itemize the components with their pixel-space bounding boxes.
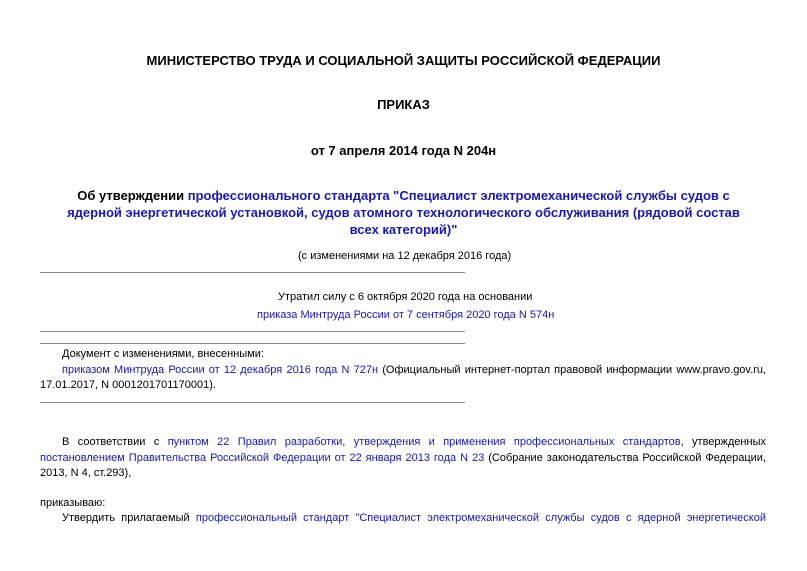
government-decree-link[interactable]: постановлением Правительства Российской Федерации от 22 января 2013 года N 23 [40,452,485,464]
doc-type-heading: ПРИКАЗ [377,97,430,112]
changes-intro: Документ с изменениями, внесенными: [62,348,264,360]
ministry-heading: МИНИСТЕРСТВО ТРУДА И СОЦИАЛЬНОЙ ЗАЩИТЫ РОССИЙСКОЙ ФЕДЕРАЦИИ [146,53,661,68]
rules-point-22-link[interactable]: пунктом 22 Правил разработки, утверждения и применения профессиональных стандартов [167,436,681,448]
title-prefix: Об утверждении [77,188,188,203]
professional-standard-link[interactable]: профессиональный стандарт "Специалист электромеханической службы судов с ядерной энергетической [195,512,766,524]
date-number-heading: от 7 апреля 2014 года N 204н [310,143,497,158]
divider [40,402,465,403]
divider [40,343,465,344]
basis-start: В соответствии с [62,436,160,448]
divider [40,272,465,273]
basis-line-2 [40,450,766,466]
changes-source: (Официальный интернет-портал правовой информации www.pravo.gov.ru, [382,364,767,376]
approve-line [62,510,766,526]
approve-start: Утвердить прилагаемый [62,512,190,524]
basis-source: (Собрание законодательства Российской Федерации, [488,452,766,464]
expired-order-link[interactable]: приказа Минтруда России от 7 сентября 2020 года N 574н [257,309,555,321]
amendments-note: (с изменениями на 12 декабря 2016 года) [298,250,512,262]
changes-line-1 [62,362,766,378]
document-title [0,187,807,238]
expired-text: Утратил силу с 6 октября 2020 года на основании [278,291,533,303]
title-line-2[interactable]: ядерной энергетической установкой, судов атомного технологического обслуживания (рядовой состав [67,205,740,220]
changes-order-link[interactable]: приказом Минтруда России от 12 декабря 2016 года N 727н [62,364,379,376]
basis-line-3: 2013, N 4, ст.293), [40,467,132,479]
divider [40,331,465,332]
title-standard-link[interactable]: профессионального стандарта "Специалист электромеханической службы судов с [187,188,730,203]
title-line-3[interactable]: всех категорий)" [349,222,458,237]
order-word: приказываю: [40,497,106,509]
basis-line-1 [62,434,766,450]
basis-mid: , утвержденных [680,436,766,448]
changes-line-2: 17.01.2017, N 0001201701170001). [40,379,216,391]
